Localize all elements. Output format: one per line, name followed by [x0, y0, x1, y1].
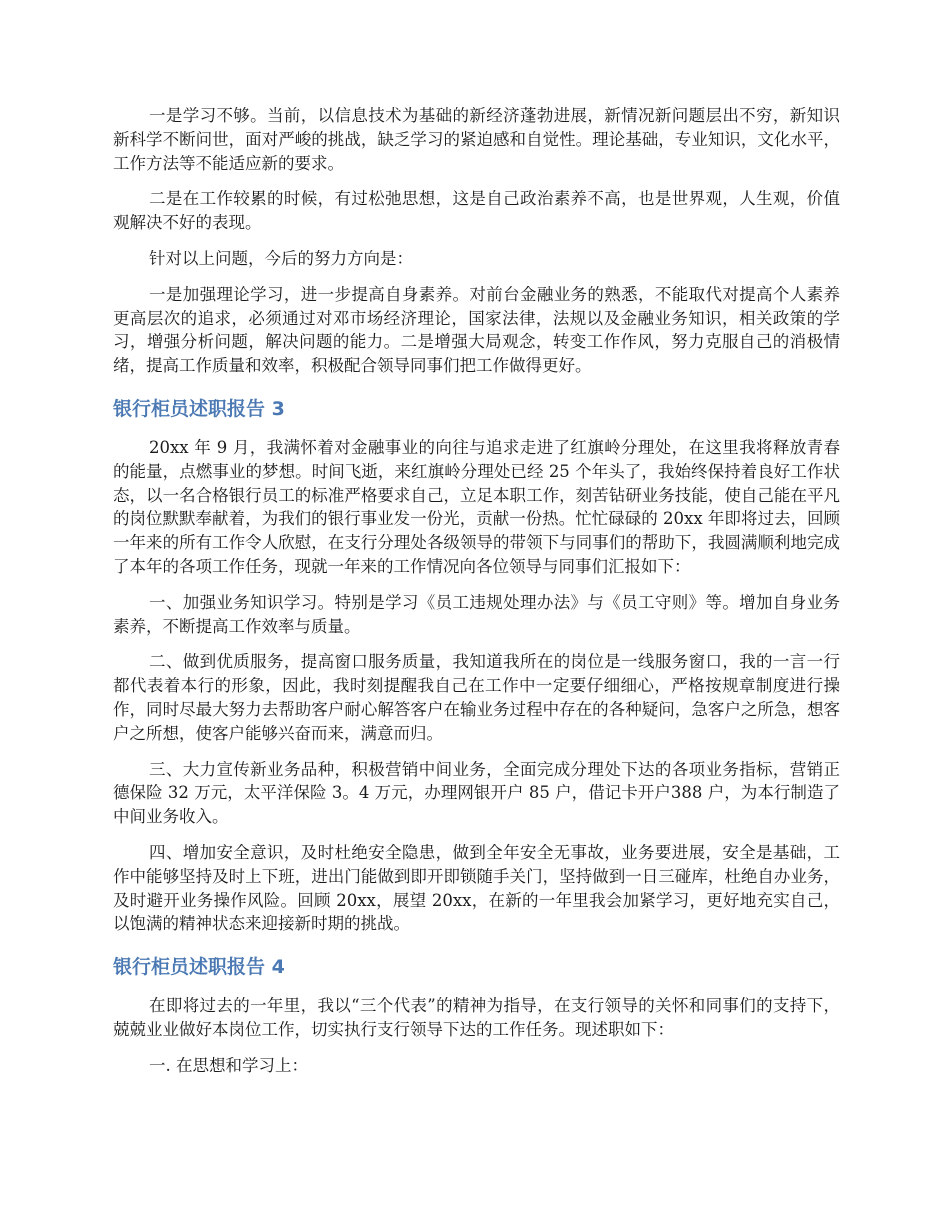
paragraph-report-3-intro: 20xx 年 9 月，我满怀着对金融事业的向往与追求走进了红旗岭分理处，在这里我将释放青春的能量，点燃事业的梦想。时间飞逝，来红旗岭分理处已经 25 个年头了，我始终保持着良好工作状态，以一名合格银行员工的标准严格要求自己，立足本职工作，刻苦钻研业务技能，使自己能在平凡的岗位默默奉献着，为我们的银行事业发一份光，贡献一份热。忙忙碌碌的 20xx 年即将过去，回顾一年来的所有工作令人欣慰，在支行分理处各级领导的带领下与同事们的帮助下，我圆满顺利地完成了本年的各项工作任务，现就一年来的工作情况向各位领导与同事们汇报如下：: [113, 437, 840, 576]
paragraph-report-3-item-3: 三、大力宣传新业务品种，积极营销中间业务，全面完成分理处下达的各项业务指标，营销正德保险 32 万元，太平洋保险 3。4 万元，办理网银开户 85 户，借记卡开户388 户，为本行制造了中间业务收入。: [113, 759, 840, 827]
paragraph-study-shortfall: 一是学习不够。当前，以信息技术为基础的新经济蓬勃进展，新情况新问题层出不穷，新知识新科学不断问世，面对严峻的挑战，缺乏学习的紧迫感和自觉性。理论基础，专业知识，文化水平，工作方法等不能适应新的要求。: [113, 106, 840, 173]
paragraph-report-4-item-1: 一. 在思想和学习上：: [149, 1055, 308, 1075]
document-page: [113, 104, 840, 1090]
paragraph-report-4-intro: 在即将过去的一年里，我以“三个代表”的精神为指导，在支行领导的关怀和同事们的支持下，兢兢业业做好本岗位工作，切实执行支行领导下达的工作任务。现述职如下：: [113, 996, 840, 1039]
paragraph-relaxed-thinking: 二是在工作较累的时候，有过松弛思想，这是自己政治素养不高，也是世界观，人生观，价值观解决不好的表现。: [113, 189, 840, 233]
paragraph-report-3-item-2: 二、做到优质服务，提高窗口服务质量，我知道我所在的岗位是一线服务窗口，我的一言一行都代表着本行的形象，因此，我时刻提醒我自己在工作中一定要仔细细心，严格按规章制度进行操作，同时尽最大努力去帮助客户耐心解答客户在输业务过程中存在的各种疑问，急客户之所急，想客户之所想，使客户能够兴奋而来，满意而归。: [113, 652, 840, 743]
paragraph-report-3-item-4: 四、增加安全意识，及时杜绝安全隐患，做到全年安全无事故，业务要进展，安全是基础，工作中能够坚持及时上下班，进出门能做到即开即锁随手关门，坚持做到一日三碰库，杜绝自办业务，及时避开业务操作风险。回顾 20xx，展望 20xx，在新的一年里我会加紧学习，更好地充实自己，以饱满的精神状态来迎接新时期的挑战。: [113, 842, 840, 934]
paragraph-future-direction: 一是加强理论学习，进一步提高自身素养。对前台金融业务的熟悉，不能取代对提高个人素养更高层次的追求，必须通过对邓市场经济理论，国家法律，法规以及金融业务知识，相关政策的学习，增强分析问题，解决问题的能力。二是增强大局观念，转变工作作风，努力克服自己的消极情绪，提高工作质量和效率，积极配合领导同事们把工作做得更好。: [113, 284, 840, 376]
paragraph-report-3-item-1: 一、加强业务知识学习。特别是学习《员工违规处理办法》与《员工守则》等。增加自身业务素养，不断提高工作效率与质量。: [113, 592, 840, 636]
section-heading-report-3: 银行柜员述职报告 3: [113, 397, 285, 420]
paragraph-future-direction-intro: 针对以上问题，今后的努力方向是：: [149, 248, 413, 268]
section-heading-report-4: 银行柜员述职报告 4: [113, 956, 285, 979]
